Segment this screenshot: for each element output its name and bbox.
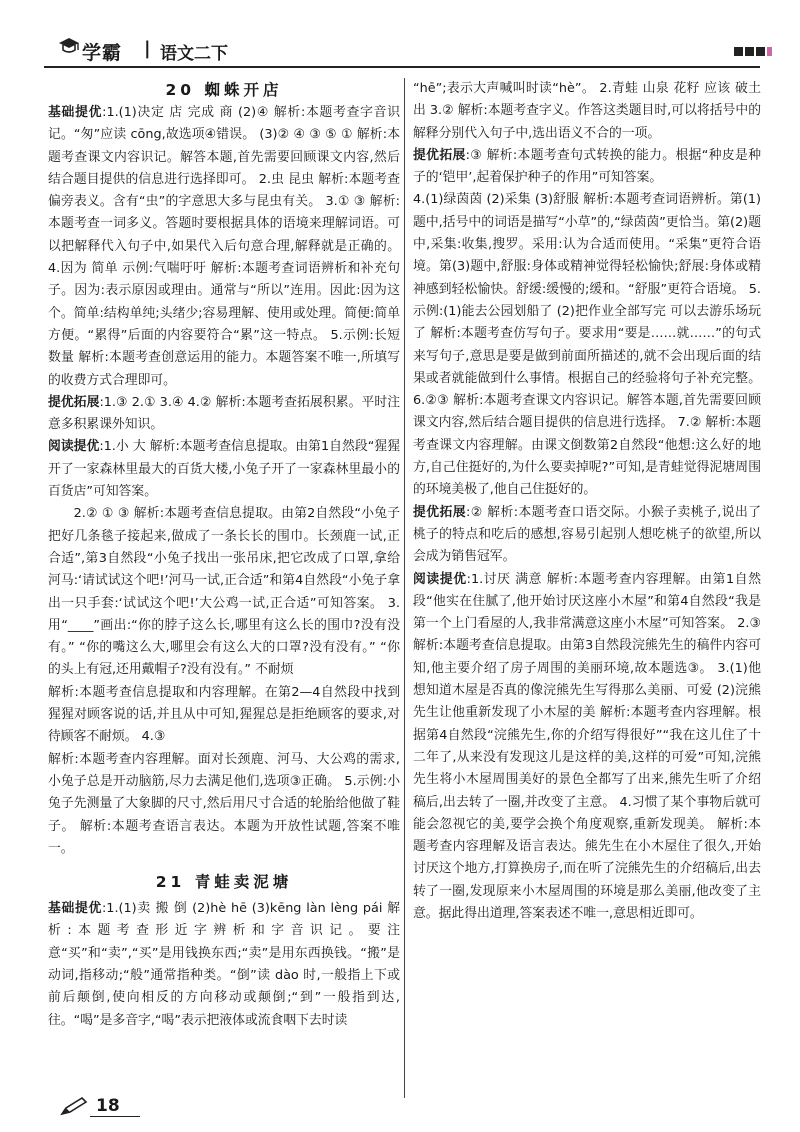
section-label: 提优拓展 — [48, 394, 100, 410]
section-label: 提优拓展 — [413, 504, 466, 520]
footer-divider — [90, 1116, 140, 1117]
section-text: :③ 解析:本题考查句式转换的能力。根据“种皮是种子的‘铠甲’,起着保护种子的作用”可知答案。 — [413, 147, 762, 186]
page-number: 18 — [96, 1096, 120, 1116]
pencil-icon — [60, 1096, 90, 1120]
extension-section — [413, 145, 761, 190]
left-column — [48, 78, 400, 1098]
header-separator: | — [144, 38, 151, 59]
section-text: :1.(1)卖 搬 倒 (2)hè hē (3)kēng làn lèng pái 解析:本题考查形近字辨析和字音识记。要注意“买”和“卖”,“买”是用钱换东西;“卖”是用东西换钱。“搬”是动词,指移动;“般”通常指种类。“倒”读 dào 时,一般指上下或前后颠倒,使向相反的方向移动或颠倒;“到”一般指到达,往。“喝”是多音字,“喝”表示把液体或流食咽下去时读 — [48, 901, 401, 1028]
reading-section — [413, 569, 761, 926]
basic-section — [48, 102, 400, 392]
lesson-20-title: 20 蜘蛛开店 — [165, 81, 283, 99]
right-column — [404, 78, 761, 1098]
section-text: :1.(1)决定 店 完成 商 (2)④ 解析:本题考查字音识记。“匆”应读 cōng,故选项④错误。 (3)② ④ ③ ⑤ ① 解析:本题考查课文内容识记。解答本题,首先需要回顾课文内容,然后结合题目提供的信息进行选择即可。 2.虫 昆虫 解析:本题考查偏旁表义。含有“虫”的字意思大多与昆虫有关。 3.① ③ 解析:本题考查一词多义。答题时要根据具体的语境来理解词语。可以把解释代入句子中,如果代入后句意合理,解释就是正确的。 4.因为 简单 示例:气喘吁吁 解析:本题考查词语辨析和补充句子。因为:表示原因或理由。通常与“所以”连用。因此:因为这个。简单:结构单纯;头绪少;容易理解、使用或处理。简便:简单方便。“累得”后面的内容要符合“累”这一特点。 5.示例:长短 数量 解析:本题考查创意运用的能力。本题答案不唯一,所填写的收费方式合理即可。 — [48, 105, 401, 388]
section-label: 阅读提优 — [48, 439, 100, 455]
decor-square-icon — [745, 47, 754, 56]
extension-section — [48, 392, 400, 437]
basic-section — [48, 898, 400, 1032]
extension-section — [413, 502, 761, 569]
answer-paragraph: 解析:本题考查信息提取和内容理解。在第2—4自然段中找到猩猩对顾客说的话,并且从中可知,猩猩总是拒绝顾客的要求,对待顾客不耐烦。 4.③ — [48, 684, 400, 745]
reading-section — [48, 436, 400, 503]
answer-paragraph: “hē”;表示大声喊叫时读“hè”。 2.青蛙 山泉 花籽 应该 破土 出 3.② 解析:本题考查字义。作答这类题目时,可以将括号中的解释分别代入句子中,选出语义不合的一项。 — [413, 81, 761, 141]
subject-title: 语文二下 — [160, 44, 228, 64]
section-text: :② 解析:本题考查口语交际。小猴子卖桃子,说出了桃子的特点和吃后的感想,容易引起别人想吃桃子的欲望,所以会成为销售冠军。 — [413, 504, 762, 565]
section-text: :1.小 大 解析:本题考查信息提取。由第1自然段“猩猩开了一家森林里最大的百货大楼,小兔子开了一家森林里最小的百货店”可知答案。 — [48, 439, 400, 500]
section-label: 基础提优 — [48, 901, 102, 917]
answer-paragraph: 4.(1)绿茵茵 (2)采集 (3)舒服 解析:本题考查词语辨析。第(1)题中,括号中的词语是描写“小草”的,“绿茵茵”更恰当。第(2)题中,采集:收集,搜罗。采用:认为合适而使用。“采集”更符合语境。第(3)题中,舒服:身体或精神觉得轻松愉快;舒展:身体或精神感到轻松愉快。舒缓:缓慢的;缓和。“舒服”更符合语境。 5.示例:(1)能去公园划船了 (2)把作业全部写完 可以去游乐场玩了 解析:本题考查仿写句子。要求用“要是……就……”的句式来写句子,意思是要是做到前面所描述的,就不会出现后面的结果或者就能做到什么事情。根据自己的经验将句子补充完整。 6.②③ 解析:本题考查课文内容识记。解答本题,首先需要回顾课文内容,然后结合题目提供的信息进行选择。 7.② 解析:本题考查课文内容理解。由课文倒数第2自然段“他想:这么好的地方,自己住挺好的,为什么要卖掉呢?”可知,是青蛙觉得泥塘周围的环境美极了,他自己住挺好的。 — [413, 192, 761, 498]
decor-square-icon — [734, 47, 743, 56]
decor-square-icon — [767, 47, 772, 56]
lesson-21-title: 21 青蛙卖泥塘 — [155, 873, 293, 892]
section-text: :1.讨厌 满意 解析:本题考查内容理解。由第1自然段“他实在住腻了,他开始讨厌这座小木屋”和第4自然段“我是第一个上门看屋的人,我非常满意这座小木屋”可知答案。 2.③ 解析:本题考查信息提取。由第3自然段浣熊先生的稿件内容可知,他主要介绍了房子周围的美丽环境,故本题选③。 3.(1)他想知道木屋是否真的像浣熊先生写得那么美丽、可爱 (2)浣熊先生让他重新发现了小木屋的美 解析:本题考查内容理解。根据第4自然段“浣熊先生,你的介绍写得很好”“我在这儿住了十二年了,从来没有发现这儿是这样的美,这样的可爱”可知,浣熊先生将小木屋周围美好的景色全都写了出来,熊先生听了介绍稿后,出去转了一圈,并改变了主意。 4.习惯了某个事物后就可能会忽视它的美,要学会换个角度观察,重新发现美。 解析:本题考查内容理解及语言表达。熊先生在小木屋住了很久,开始讨厌这个地方,打算换房子,而在听了浣熊先生的介绍稿后,出去转了一圈,发现原来小木屋周围的环境是那么美丽,他改变了主意。据此得出道理,答案表述不唯一,意思相近即可。 — [413, 571, 761, 921]
section-text: :1.③ 2.① 3.④ 4.② 解析:本题考查拓展积累。平时注意多积累课外知识。 — [48, 394, 401, 433]
page-header — [44, 32, 760, 68]
graduation-cap-icon — [58, 36, 80, 60]
decor-square-icon — [756, 47, 765, 56]
section-label: 基础提优 — [48, 105, 103, 120]
brand-logo: 学霸 — [82, 42, 123, 64]
section-label: 阅读提优 — [413, 571, 467, 587]
answer-paragraph: 2.② ① ③ 解析:本题考查信息提取。由第2自然段“小兔子把好几条毯子接起来,做成了一条长长的围巾。长颈鹿一试,正合适”,第3自然段“小兔子找出一张吊床,把它改成了口罩,拿给河马:‘请试试这个吧!’河马一试,正合适”和第4自然段“小兔子拿出一只手套:‘试试这个吧!’大公鸡一试,正合适”可知答案。 3.用“____”画出:“你的脖子这么长,哪里有这么长的围巾?没有没有。” “你的嘴这么大,哪里会有这么大的口罩?没有没有。” “你的头上有冠,还用戴帽子?没有没有。” 不耐烦 — [48, 506, 400, 678]
answer-paragraph: 解析:本题考查内容理解。面对长颈鹿、河马、大公鸡的需求,小兔子总是开动脑筋,尽力去满足他们,选项③正确。 5.示例:小兔子先测量了大象脚的尺寸,然后用尺寸合适的轮胎给他做了鞋子。 解析:本题考查语言表达。本题为开放性试题,答案不唯一。 — [48, 751, 400, 856]
section-label: 提优拓展 — [413, 147, 466, 163]
